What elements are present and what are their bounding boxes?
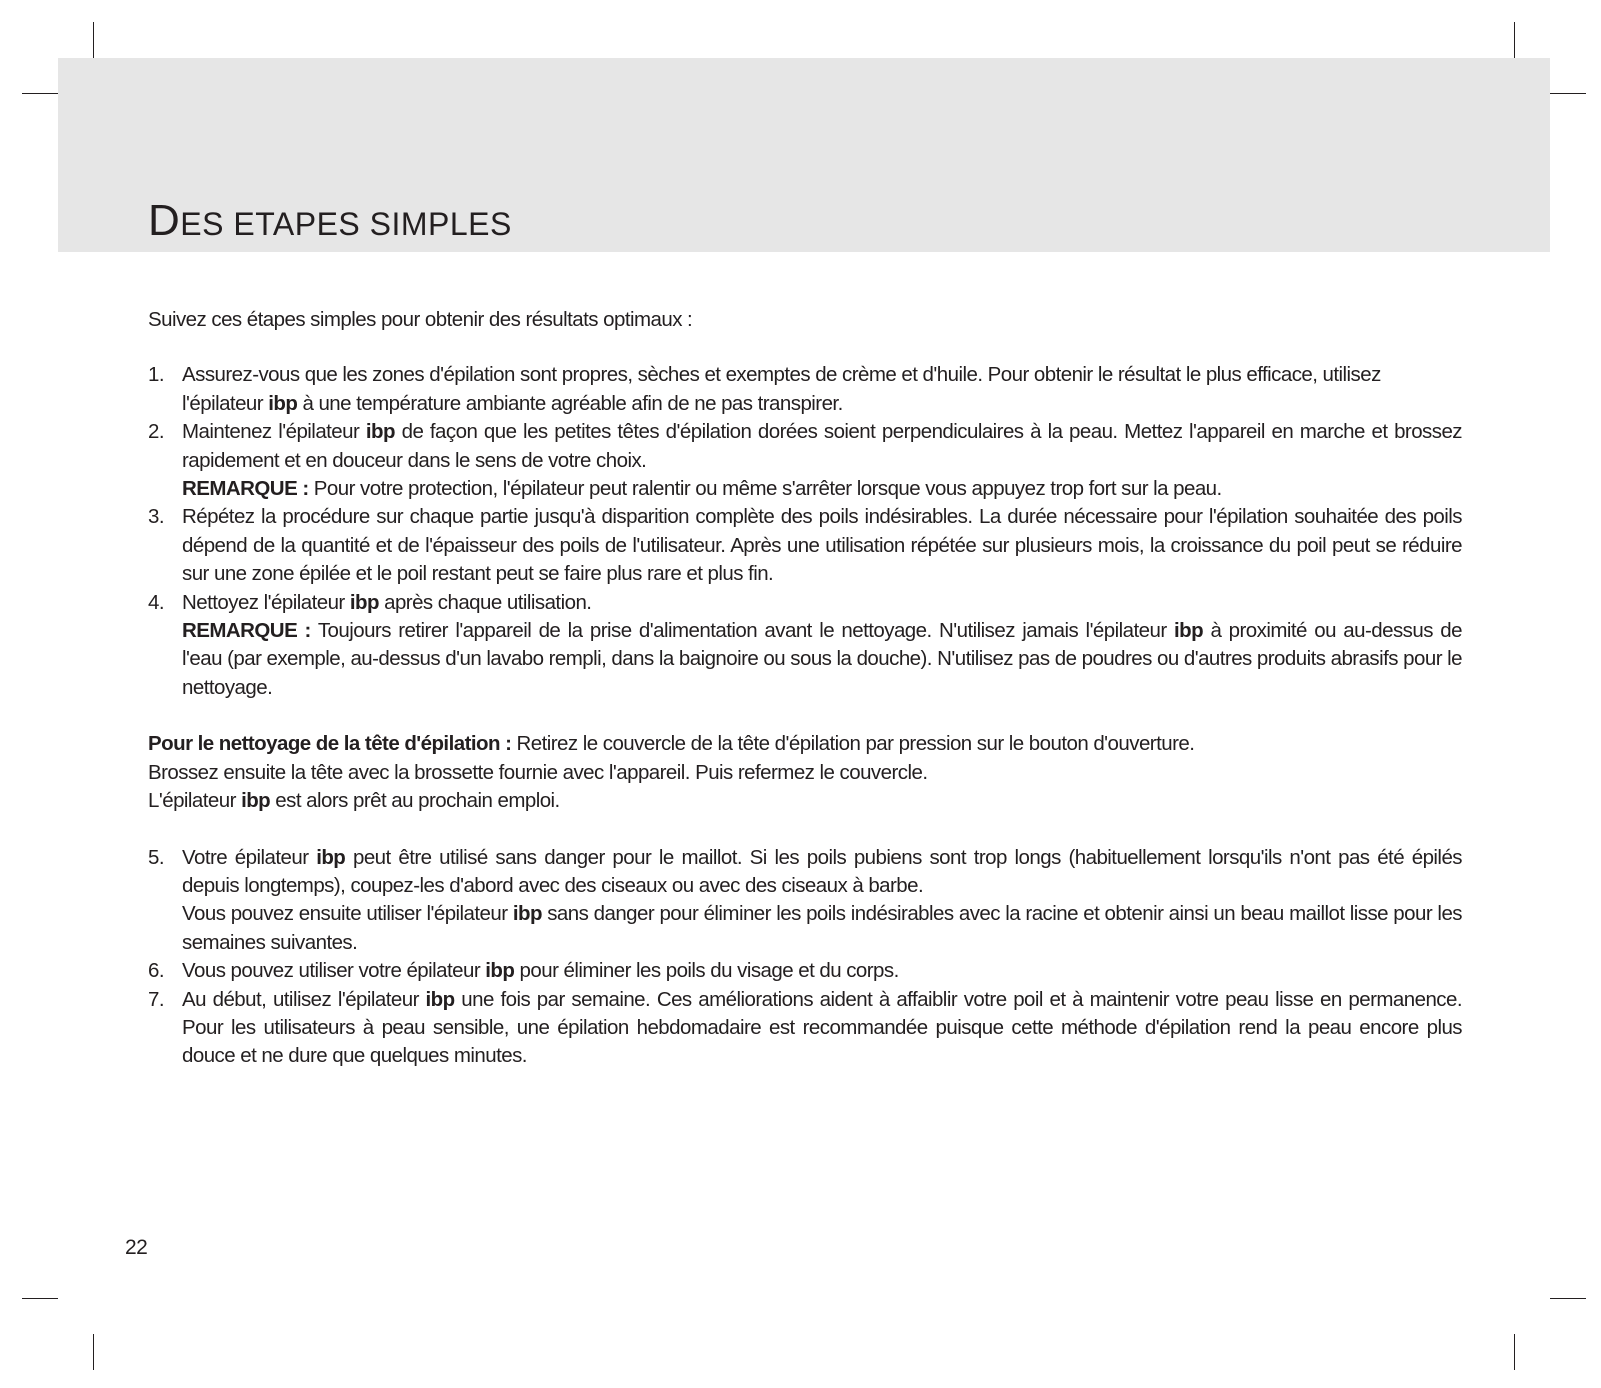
- step-text: Au début, utilisez l'épilateur: [182, 987, 426, 1011]
- step-number: 1.: [148, 363, 164, 387]
- step-number: 4.: [148, 590, 164, 614]
- step-1: [148, 361, 1462, 418]
- cleaning-label: Pour le nettoyage de la tête d'épilation :: [148, 732, 512, 756]
- step-number: 7.: [148, 987, 164, 1011]
- cleaning-text: L'épilateur: [148, 789, 242, 813]
- crop-mark: [22, 93, 58, 94]
- cleaning-line: Brossez ensuite la tête avec la brossette fournie avec l'appareil. Puis refermez le couvercle.: [148, 760, 928, 784]
- note-text: Pour votre protection, l'épilateur peut ralentir ou même s'arrêter lorsque vous appuyez trop fort sur la peau.: [308, 477, 1222, 501]
- crop-mark: [1550, 93, 1586, 94]
- step-continuation: [182, 900, 1462, 957]
- brand-name: ibp: [425, 987, 455, 1011]
- step-text: une fois par semaine. Ces améliorations aident à affaiblir votre poil et à maintenir votre peau lisse en permanence. Pour les utilisateurs à peau sensible, une épilation hebdomadaire est recommandée puisque cette méthode d'épilation rend la peau encore plus douce et ne dure que quelques minutes.: [182, 987, 1462, 1068]
- step-text: à une température ambiante agréable afin de ne pas transpirer.: [297, 391, 843, 415]
- step-text: Nettoyez l'épilateur: [182, 590, 350, 614]
- step-number: 5.: [148, 845, 164, 869]
- brand-name: ibp: [365, 420, 395, 444]
- page-title: [148, 196, 512, 246]
- brand-name: ibp: [349, 590, 379, 614]
- step-note: [182, 475, 1462, 503]
- brand-name: ibp: [1173, 619, 1204, 643]
- step-text: Maintenez l'épilateur: [182, 420, 366, 444]
- step-3: [148, 503, 1462, 588]
- crop-mark: [1514, 22, 1515, 58]
- title-initial: D: [148, 196, 181, 245]
- brand-name: ibp: [485, 959, 515, 983]
- step-5: [148, 844, 1462, 958]
- step-text: pour éliminer les poils du visage et du corps.: [514, 959, 899, 983]
- brand-name: ibp: [316, 845, 346, 869]
- crop-mark: [22, 1298, 58, 1299]
- step-number: 2.: [148, 420, 164, 444]
- step-text: Répétez la procédure sur chaque partie jusqu'à disparition complète des poils indésirables. La durée nécessaire pour l'épilation souhaitée des poils dépend de la quantité et de l'épaisseur des poils de l'utilisateur. Après une utilisation répétée sur plusieurs mois, la croissance du poil peut se réduire sur une zone épilée et le poil restant peut se faire plus rare et plus fin.: [182, 505, 1462, 586]
- note-label: REMARQUE :: [182, 477, 309, 501]
- cleaning-text: Retirez le couvercle de la tête d'épilation par pression sur le bouton d'ouverture.: [511, 732, 1195, 756]
- step-2: [148, 418, 1462, 503]
- step-7: [148, 986, 1462, 1071]
- cleaning-text: est alors prêt au prochain emploi.: [270, 789, 560, 813]
- step-number: 3.: [148, 505, 164, 529]
- crop-mark: [93, 1334, 94, 1370]
- intro-paragraph: Suivez ces étapes simples pour obtenir des résultats optimaux :: [148, 308, 693, 331]
- cleaning-section: [148, 730, 1462, 815]
- step-text: Assurez-vous que les zones d'épilation sont propres, sèches et exemptes de crème et d'huile. Pour obtenir le résultat le plus efficace, utilisez l'épilateur: [182, 363, 1381, 415]
- cleaning-line: [148, 787, 1462, 815]
- crop-mark: [93, 22, 94, 58]
- brand-name: ibp: [268, 391, 298, 415]
- steps-list-continued: [148, 844, 1462, 1071]
- step-text: Vous pouvez ensuite utiliser l'épilateur: [182, 902, 513, 926]
- step-number: 6.: [148, 959, 164, 983]
- step-text: Votre épilateur: [182, 845, 317, 869]
- brand-name: ibp: [512, 902, 542, 926]
- note-label: REMARQUE :: [182, 619, 311, 643]
- step-text: peut être utilisé sans danger pour le maillot. Si les poils pubiens sont trop longs (habituellement lorsqu'ils n'ont pas été épilés depuis longtemps), coupez-les d'abord avec des ciseaux ou avec des ciseaux à barbe.: [182, 845, 1462, 897]
- note-text: Toujours retirer l'appareil de la prise d'alimentation avant le nettoyage. N'utilisez jamais l'épilateur: [310, 619, 1174, 643]
- crop-mark: [1550, 1298, 1586, 1299]
- page-number: 22: [125, 1236, 148, 1259]
- step-text: sans danger pour éliminer les poils indésirables avec la racine et obtenir ainsi un beau maillot lisse pour les semaines suivantes.: [182, 902, 1462, 954]
- step-6: [148, 957, 1462, 985]
- step-4: [148, 589, 1462, 703]
- step-text: Vous pouvez utiliser votre épilateur: [182, 959, 486, 983]
- step-note: [182, 617, 1462, 702]
- title-rest: ES ETAPES SIMPLES: [180, 206, 512, 242]
- crop-mark: [1514, 1334, 1515, 1370]
- step-text: après chaque utilisation.: [378, 590, 592, 614]
- main-content: [148, 306, 1462, 1071]
- step-text: de façon que les petites têtes d'épilation dorées soient perpendiculaires à la peau. Mettez l'appareil en marche et brossez rapidement et en douceur dans le sens de votre choix.: [182, 420, 1462, 472]
- steps-list: [148, 361, 1462, 702]
- brand-name: ibp: [241, 789, 271, 813]
- note-text: à proximité ou au-dessus de l'eau (par exemple, au-dessus d'un lavabo rempli, dans la baignoire ou sous la douche). N'utilisez pas de poudres ou d'autres produits abrasifs pour le nettoyage.: [182, 619, 1462, 699]
- cleaning-line: [148, 730, 1462, 758]
